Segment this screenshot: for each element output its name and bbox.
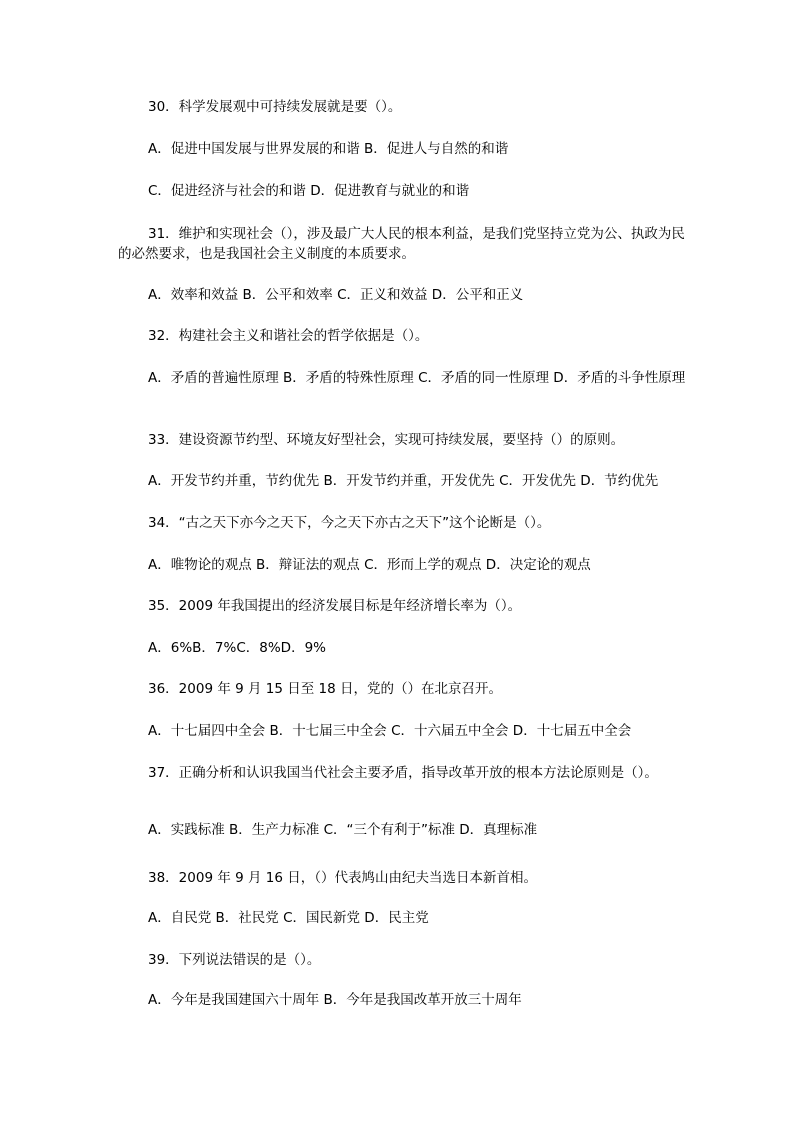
options-37: A．实践标准 B．生产力标准 C．“三个有利于”标准 D．真理标准: [148, 822, 538, 838]
question-32: 32．构建社会主义和谐社会的哲学依据是（）。: [148, 328, 429, 344]
question-33: 33．建设资源节约型、环境友好型社会，实现可持续发展，要坚持（）的原则。: [148, 432, 625, 448]
options-38: A．自民党 B．社民党 C．国民新党 D．民主党: [148, 910, 429, 926]
options-32: A．矛盾的普遍性原理 B．矛盾的特殊性原理 C．矛盾的同一性原理 D．矛盾的斗争性原理: [148, 370, 686, 386]
question-34: 34．“古之天下亦今之天下，今之天下亦古之天下”这个论断是（）。: [148, 515, 551, 531]
options-35: A．6%B．7%C．8%D．9%: [148, 640, 326, 656]
options-33: A．开发节约并重，节约优先 B．开发节约并重，开发优先 C．开发优先 D．节约优先: [148, 473, 659, 489]
question-39: 39．下列说法错误的是（）。: [148, 952, 321, 968]
options-30-ab: A．促进中国发展与世界发展的和谐 B．促进人与自然的和谐: [148, 141, 509, 157]
question-36: 36．2009 年 9 月 15 日至 18 日，党的（）在北京召开。: [148, 681, 503, 697]
options-39: A．今年是我国建国六十周年 B．今年是我国改革开放三十周年: [148, 992, 522, 1008]
question-37: 37．正确分析和认识我国当代社会主要矛盾，指导改革开放的根本方法论原则是（）。: [148, 765, 658, 781]
options-34: A．唯物论的观点 B．辩证法的观点 C．形而上学的观点 D．决定论的观点: [148, 557, 591, 573]
question-30: 30．科学发展观中可持续发展就是要（）。: [148, 99, 402, 115]
question-31: 31．维护和实现社会（），涉及最广大人民的根本利益，是我们党坚持立党为公、执政为民的必然要求，也是我国社会主义制度的本质要求。: [118, 226, 685, 262]
question-35: 35．2009 年我国提出的经济发展目标是年经济增长率为（）。: [148, 598, 522, 614]
options-30-cd: C．促进经济与社会的和谐 D．促进教育与就业的和谐: [148, 183, 470, 199]
options-36: A．十七届四中全会 B．十七届三中全会 C．十六届五中全会 D．十七届五中全会: [148, 723, 632, 739]
options-31: A．效率和效益 B．公平和效率 C．正义和效益 D．公平和正义: [148, 287, 524, 303]
question-38: 38．2009 年 9 月 16 日，（）代表鸠山由纪夫当选日本新首相。: [148, 870, 538, 886]
